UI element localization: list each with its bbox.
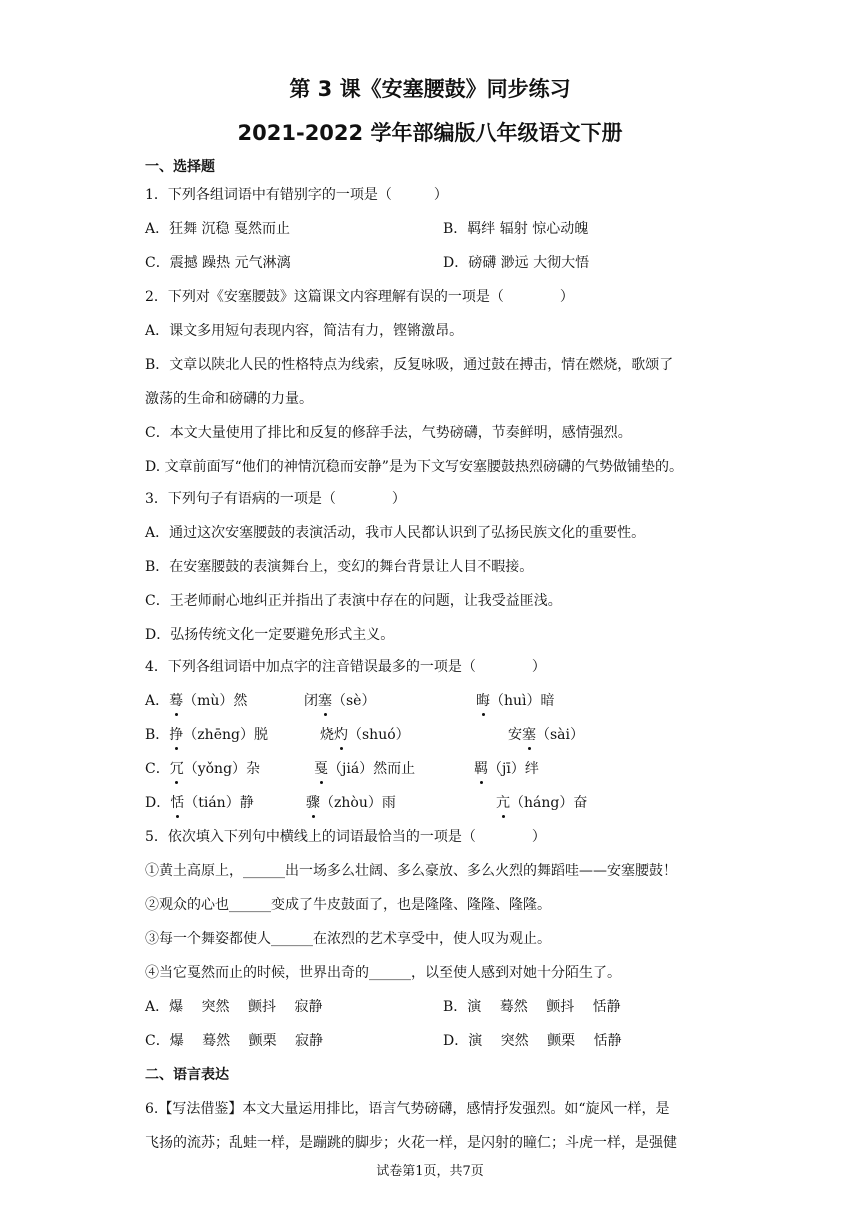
question-4-option-d-word1 [145, 793, 254, 813]
pinyin-note: （háng）奋 [510, 795, 588, 811]
word-part: 闭 [304, 693, 318, 709]
dotted-char: 羁 [474, 761, 488, 777]
question-5-stem: 5．依次填入下列句中横线上的词语最恰当的一项是（ ） [145, 829, 546, 845]
pinyin-note: （jiá）然而止 [328, 761, 416, 777]
question-1-option-b: B．羁绊 辐射 惊心动魄 [443, 221, 589, 237]
question-5-sentence-2: ②观众的心也______变成了牛皮鼓面了，也是隆隆、隆隆、隆隆。 [145, 897, 551, 913]
question-3-option-c: C．王老师耐心地纠正并指出了表演中存在的问题，让我受益匪浅。 [145, 593, 562, 609]
dotted-char: 塞 [522, 727, 536, 743]
pinyin-note: （sè） [332, 693, 376, 709]
question-3-option-a: A．通过这次安塞腰鼓的表演活动，我市人民都认识到了弘扬民族文化的重要性。 [145, 525, 646, 541]
question-5-option-d: D．演 突然 颤栗 恬静 [443, 1033, 622, 1049]
question-4-option-b-word2 [320, 725, 410, 745]
question-4-option-d-word3 [496, 793, 587, 813]
page-subtitle: 2021-2022 学年部编版八年级语文下册 [237, 121, 623, 145]
question-5-sentence-1: ①黄土高原上，______出一场多么壮阔、多么豪放、多么火烈的舞蹈哇——安塞腰鼓！ [145, 863, 677, 879]
pinyin-note: （yǒng）杂 [183, 761, 261, 777]
section-heading-choice: 一、选择题 [145, 159, 215, 175]
question-2-option-a: A．课文多用短句表现内容，简洁有力，铿锵激昂。 [145, 323, 464, 339]
question-3-option-b: B．在安塞腰鼓的表演舞台上，变幻的舞台背景让人目不暇接。 [145, 559, 534, 575]
question-5-sentence-4: ④当它戛然而止的时候，世界出奇的______，以至使人感到对她十分陌生了。 [145, 965, 621, 981]
question-2-option-b-line2: 激荡的生命和磅礴的力量。 [145, 391, 313, 407]
question-5-option-a: A．爆 突然 颤抖 寂静 [145, 999, 323, 1015]
dotted-char: 灼 [334, 727, 348, 743]
question-4-stem: 4．下列各组词语中加点字的注音错误最多的一项是（ ） [145, 659, 546, 675]
option-label: D． [145, 795, 171, 811]
question-5-sentence-3: ③每一个舞姿都使人______在浓烈的艺术享受中，使人叹为观止。 [145, 931, 551, 947]
question-6-line2: 飞扬的流苏；乱蛙一样，是蹦跳的脚步；火花一样，是闪射的瞳仁；斗虎一样，是强健 [145, 1135, 677, 1151]
dotted-char: 挣 [169, 727, 184, 743]
page-title: 第 3 课《安塞腰鼓》同步练习 [289, 77, 571, 101]
question-2-option-c: C．本文大量使用了排比和反复的修辞手法，气势磅礴，节奏鲜明，感情强烈。 [145, 425, 632, 441]
dotted-char: 恬 [170, 795, 185, 811]
pinyin-note: （sài） [536, 727, 585, 743]
question-4-option-b-word3 [508, 725, 584, 745]
question-4-option-d-word2 [306, 793, 396, 813]
question-1-stem: 1．下列各组词语中有错别字的一项是（ ） [145, 187, 448, 203]
question-1-option-a: A．狂舞 沉稳 戛然而止 [145, 221, 291, 237]
word-part: 安 [508, 727, 522, 743]
question-5-option-c: C．爆 蓦然 颤栗 寂静 [145, 1033, 324, 1049]
option-label: A． [145, 693, 170, 709]
dotted-char: 戛 [314, 761, 328, 777]
page-footer: 试卷第1页，共7页 [376, 1164, 484, 1179]
question-4-option-a-word3 [476, 691, 555, 711]
option-label: C． [145, 761, 170, 777]
question-1-option-d: D．磅礴 渺远 大彻大悟 [443, 255, 590, 271]
question-1-option-c: C．震撼 躁热 元气淋漓 [145, 255, 291, 271]
pinyin-note: （huì）暗 [490, 693, 555, 709]
pinyin-note: （tián）静 [184, 795, 254, 811]
dotted-char: 亢 [496, 795, 510, 811]
section-heading-expression: 二、语言表达 [145, 1067, 229, 1083]
dotted-char: 晦 [476, 693, 490, 709]
question-4-option-b-word1 [145, 725, 268, 745]
question-2-option-b-line1: B．文章以陕北人民的性格特点为线索，反复咏吸，通过鼓在搏击，情在燃烧，歌颂了 [145, 357, 674, 373]
pinyin-note: （zhòu）雨 [320, 795, 396, 811]
question-4-option-c-word1 [145, 759, 260, 779]
dotted-char: 塞 [318, 693, 332, 709]
pinyin-note: （shuó） [348, 727, 410, 743]
question-4-option-a-word1 [145, 691, 247, 711]
pinyin-note: （zhēng）脱 [183, 727, 268, 743]
question-3-option-d: D．弘扬传统文化一定要避免形式主义。 [145, 627, 395, 643]
option-label: B． [145, 727, 170, 743]
dotted-char: 蓦 [169, 693, 184, 709]
question-3-stem: 3．下列句子有语病的一项是（ ） [145, 491, 406, 507]
dotted-char: 骤 [306, 795, 320, 811]
dotted-char: 冗 [169, 761, 184, 777]
question-4-option-c-word3 [474, 759, 539, 779]
question-5-option-b: B．演 蓦然 颤抖 恬静 [443, 999, 621, 1015]
question-2-option-d: D. 文章前面写“他们的神情沉稳而安静”是为下文写安塞腰鼓热烈磅礴的气势做铺垫的。 [145, 459, 683, 475]
word-part: 烧 [320, 727, 334, 743]
pinyin-note: （mù）然 [183, 693, 248, 709]
question-4-option-a-word2 [304, 691, 375, 711]
question-4-option-c-word2 [314, 759, 415, 779]
pinyin-note: （jī）绊 [488, 761, 539, 777]
question-2-stem: 2．下列对《安塞腰鼓》这篇课文内容理解有误的一项是（ ） [145, 289, 574, 305]
question-6-line1: 6.【写法借鉴】本文大量运用排比，语言气势磅礴，感情抒发强烈。如“旋风一样，是 [145, 1101, 670, 1117]
